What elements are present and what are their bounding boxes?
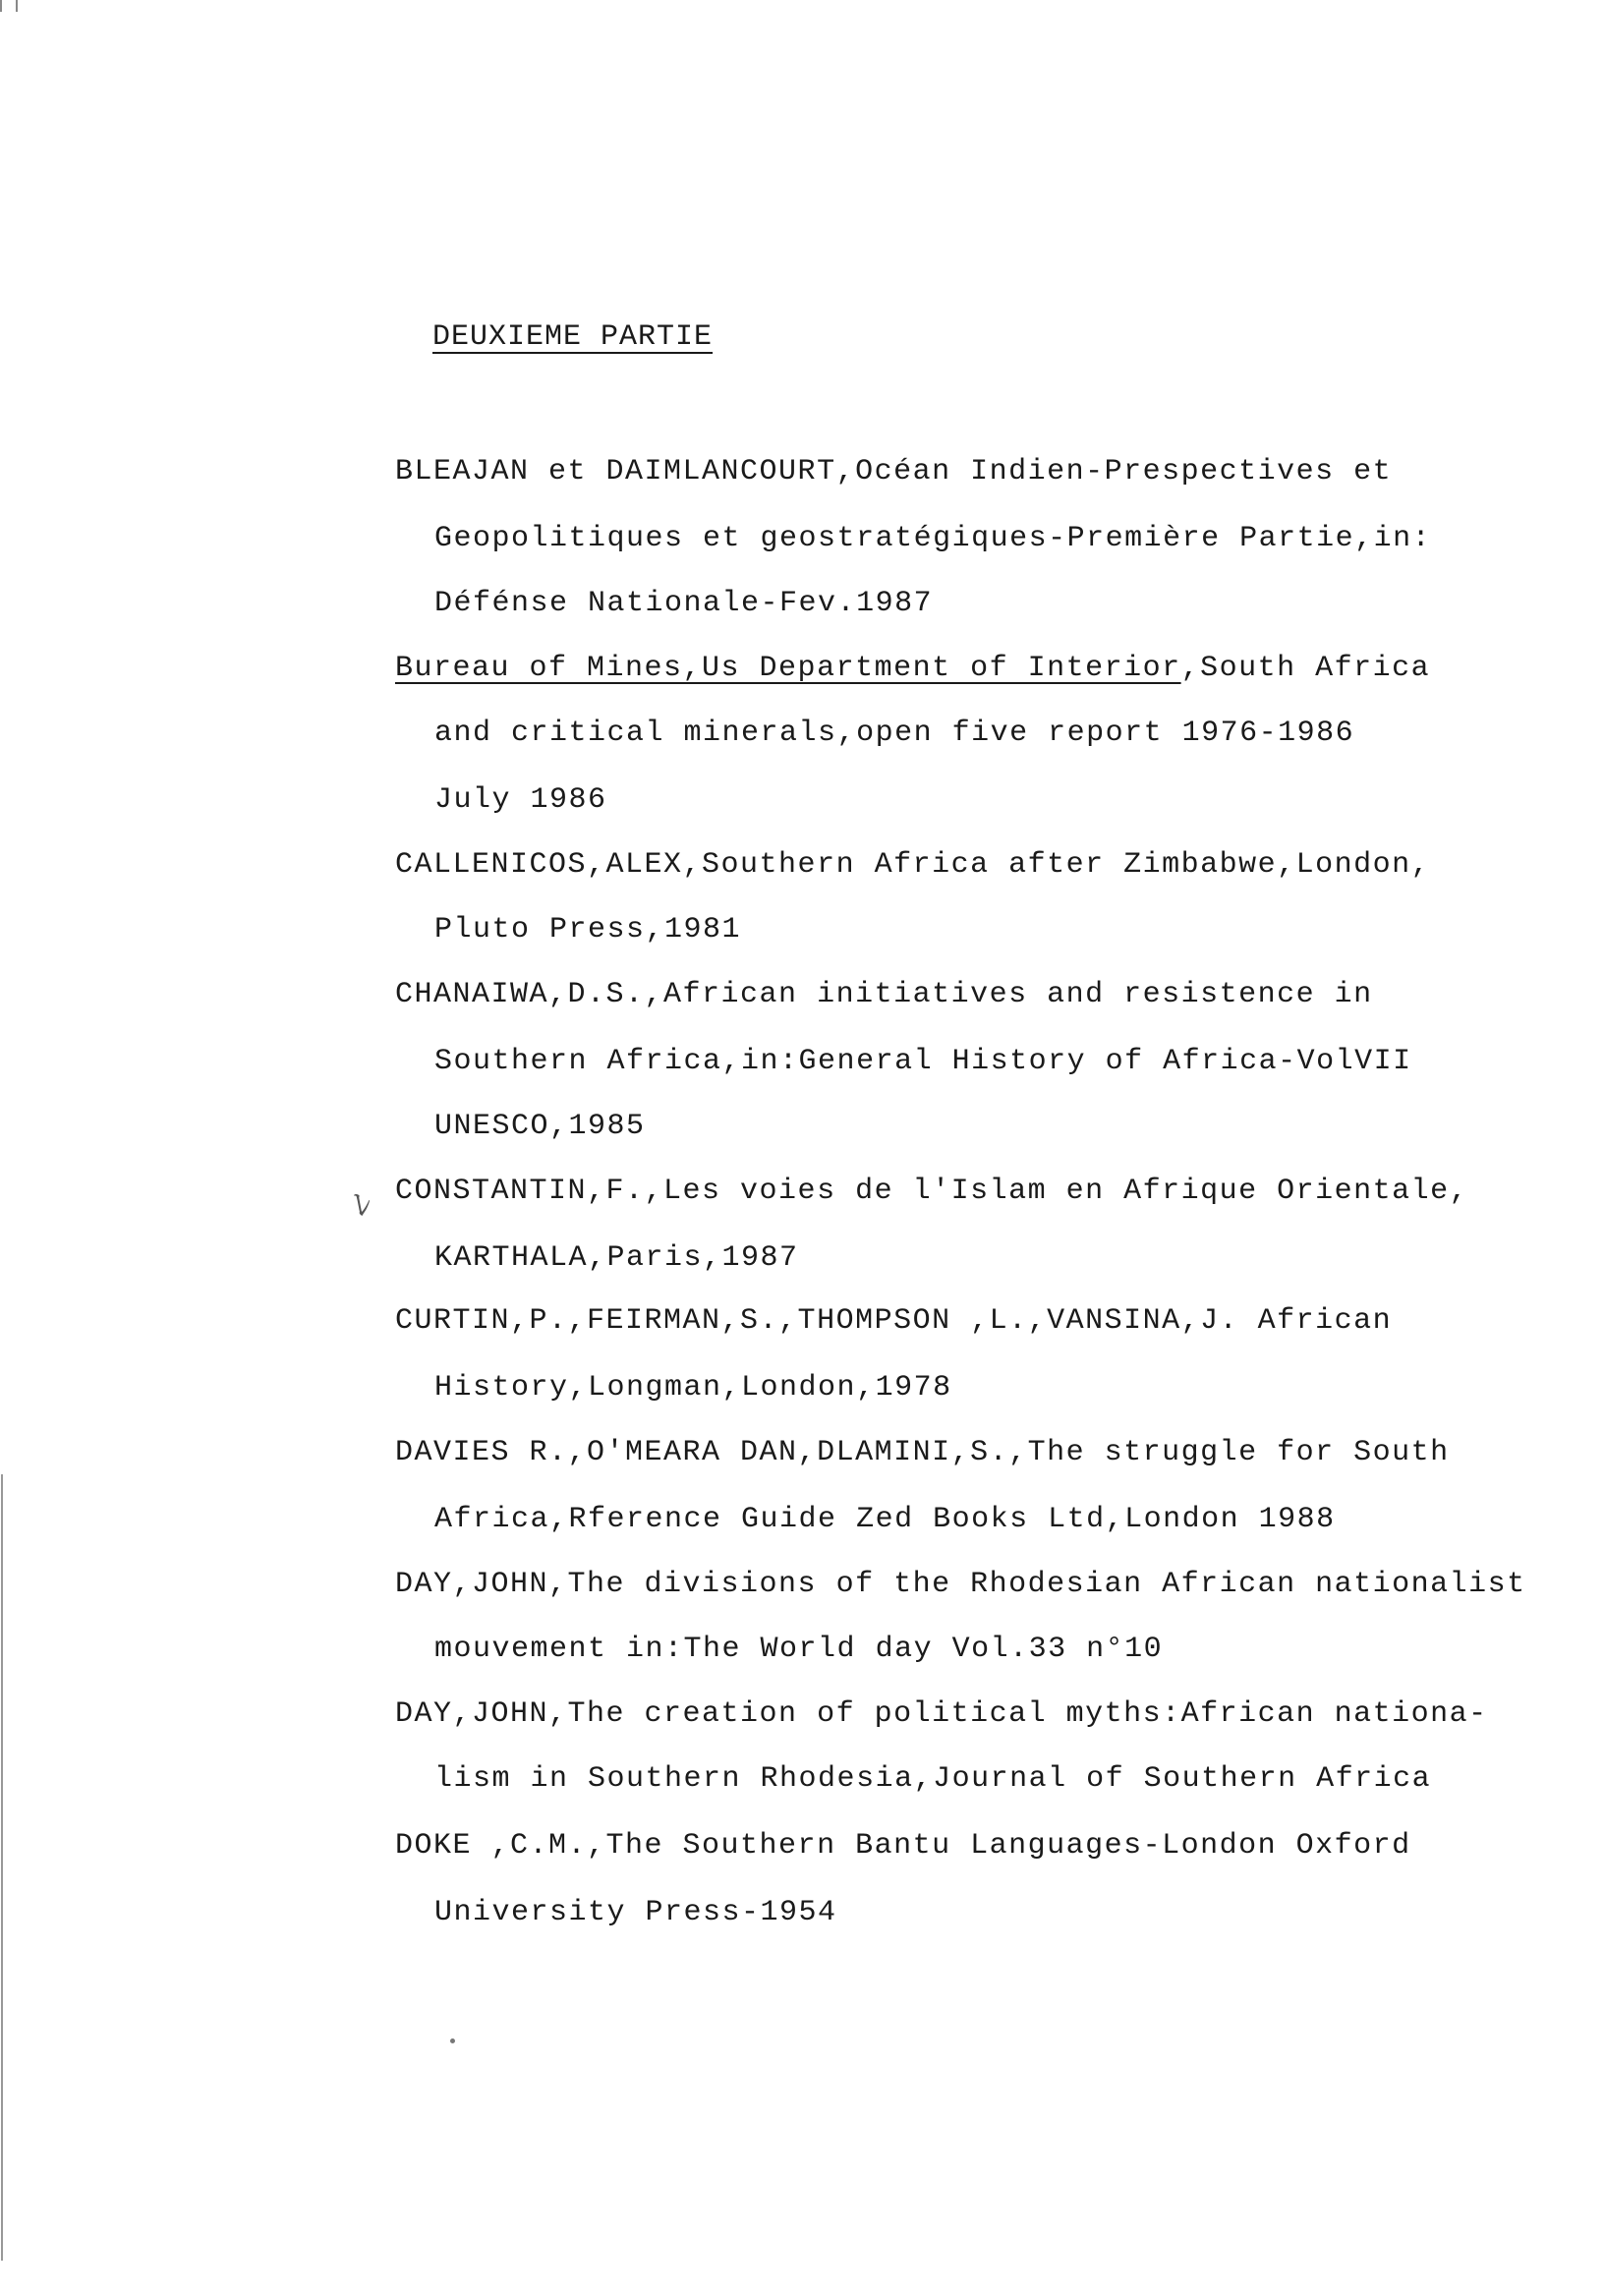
scan-edge-line xyxy=(1,1474,3,2261)
bibliography-entry-line: CHANAIWA,D.S.,African initiatives and resistence in xyxy=(395,978,1373,1011)
bibliography-entry-line: KARTHALA,Paris,1987 xyxy=(434,1241,799,1275)
bibliography-entry-line: DOKE ,C.M.,The Southern Bantu Languages-London Oxford xyxy=(395,1829,1411,1863)
bibliography-entry-line: mouvement in:The World day Vol.33 n°10 xyxy=(434,1633,1164,1666)
scan-corner-mark xyxy=(0,0,18,12)
bibliography-entry-line: Défénse Nationale-Fev.1987 xyxy=(434,587,934,620)
bibliography-entry-line: July 1986 xyxy=(434,783,607,817)
bibliography-entry-line: History,Longman,London,1978 xyxy=(434,1371,952,1405)
bibliography-entry-line: Geopolitiques et geostratégiques-Première Partie,in: xyxy=(434,522,1432,555)
bibliography-entry-line: Pluto Press,1981 xyxy=(434,913,742,947)
bibliography-entry-line xyxy=(395,651,1430,686)
bibliography-entry-line: BLEAJAN et DAIMLANCOURT,Océan Indien-Prespectives et xyxy=(395,455,1393,488)
bibliography-entry-line: CURTIN,P.,FEIRMAN,S.,THOMPSON ,L.,VANSINA,J. African xyxy=(395,1304,1393,1338)
scan-speck xyxy=(450,2038,455,2043)
section-heading: DEUXIEME PARTIE xyxy=(432,320,714,354)
bibliography-entry-line: University Press-1954 xyxy=(434,1896,837,1929)
handwritten-margin-mark: ﾚ xyxy=(350,1183,375,1227)
bibliography-entry-line: DAY,JOHN,The divisions of the Rhodesian African nationalist xyxy=(395,1568,1526,1601)
author-tail: ,South Africa xyxy=(1180,652,1431,685)
bibliography-entry-line: CALLENICOS,ALEX,Southern Africa after Zimbabwe,London, xyxy=(395,848,1431,882)
bibliography-entry-line: CONSTANTIN,F.,Les voies de l'Islam en Afrique Orientale, xyxy=(395,1175,1469,1208)
bibliography-entry-line: Southern Africa,in:General History of Africa-VolVII xyxy=(434,1045,1412,1078)
bibliography-entry-line: and critical minerals,open five report 1976-1986 xyxy=(434,717,1355,750)
bibliography-entry-line: UNESCO,1985 xyxy=(434,1110,646,1143)
bibliography-entry-line: lism in Southern Rhodesia,Journal of Southern Africa xyxy=(434,1762,1432,1796)
bibliography-entry-line: DAY,JOHN,The creation of political myths:African nationa- xyxy=(395,1697,1488,1731)
underlined-author: Bureau of Mines,Us Department of Interior xyxy=(395,652,1181,685)
bibliography-entry-line: Africa,Rference Guide Zed Books Ltd,London 1988 xyxy=(434,1503,1336,1536)
bibliography-entry-line: DAVIES R.,O'MEARA DAN,DLAMINI,S.,The struggle for South xyxy=(395,1436,1450,1469)
